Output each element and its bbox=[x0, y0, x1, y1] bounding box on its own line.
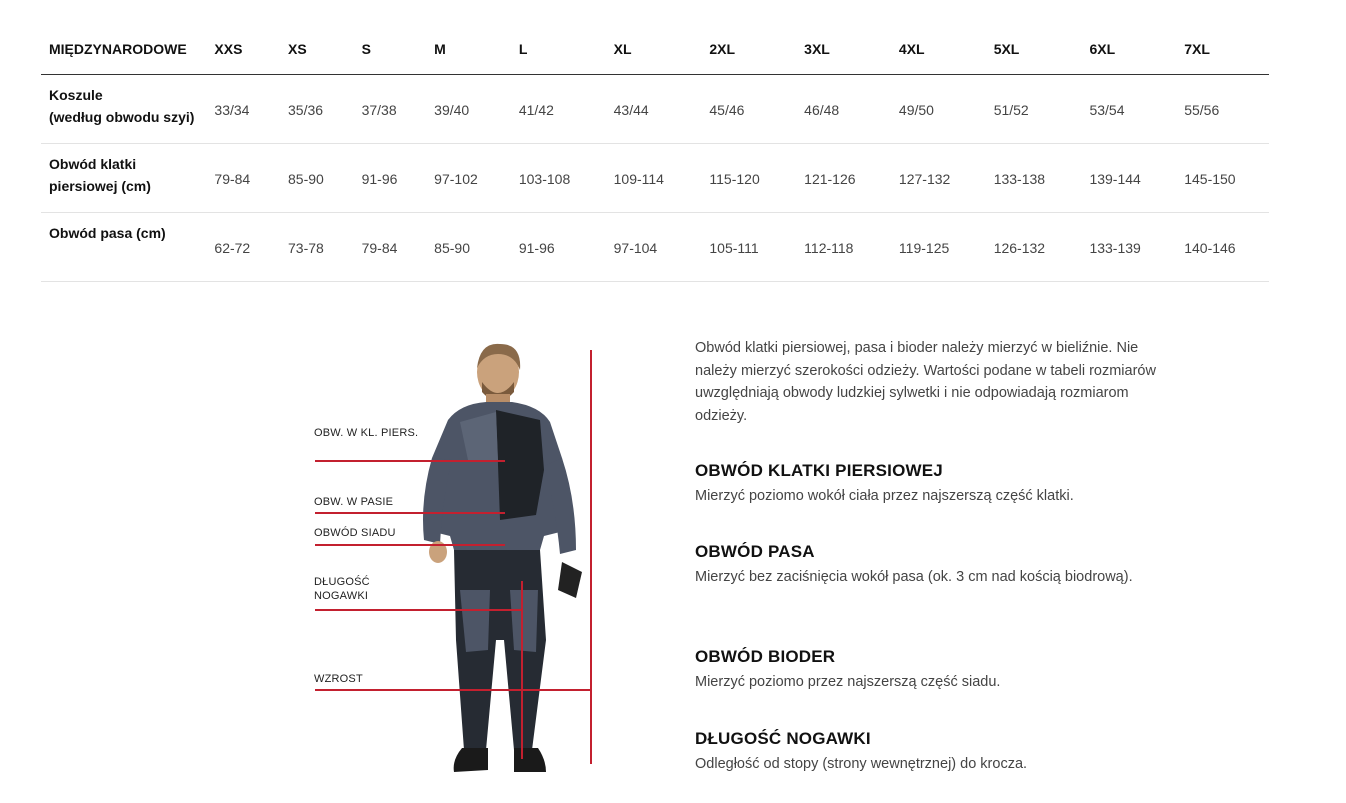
leg-length-label bbox=[314, 575, 370, 603]
waist-measure-line bbox=[315, 512, 505, 514]
section-chest bbox=[695, 461, 1165, 508]
row-label-line: Obwód pasa (cm) bbox=[49, 225, 166, 241]
table-cell: 97-104 bbox=[614, 213, 710, 282]
table-cell: 91-96 bbox=[519, 213, 614, 282]
table-cell: 97-102 bbox=[434, 144, 519, 213]
header-size: 3XL bbox=[804, 24, 899, 75]
table-cell: 145-150 bbox=[1184, 144, 1269, 213]
measurement-figure bbox=[300, 340, 610, 790]
leg-length-line bbox=[315, 609, 522, 611]
size-chart-table bbox=[41, 24, 1269, 282]
section-hips bbox=[695, 647, 1165, 694]
leg-length-label-line: DŁUGOŚĆ bbox=[314, 576, 370, 588]
row-label-line: (według obwodu szyi) bbox=[49, 109, 195, 125]
table-cell: 46/48 bbox=[804, 75, 899, 144]
table-cell: 53/54 bbox=[1089, 75, 1184, 144]
table-cell: 55/56 bbox=[1184, 75, 1269, 144]
height-vertical-line bbox=[590, 350, 592, 764]
table-cell: 119-125 bbox=[899, 213, 994, 282]
leg-length-label-line: NOGAWKI bbox=[314, 590, 369, 602]
table-header-row bbox=[41, 24, 1269, 75]
section-text: Mierzyć bez zaciśnięcia wokół pasa (ok. 3 cm nad kością biodrową). bbox=[695, 569, 1133, 585]
section-text: Odległość od stopy (strony wewnętrznej) do krocza. bbox=[695, 756, 1028, 772]
row-label-line: Obwód klatki bbox=[49, 156, 137, 172]
table-cell: 35/36 bbox=[288, 75, 362, 144]
section-text: Mierzyć poziomo przez najszerszą część siadu. bbox=[695, 674, 1001, 690]
table-cell: 109-114 bbox=[614, 144, 710, 213]
table-cell: 133-138 bbox=[994, 144, 1090, 213]
table-cell: 85-90 bbox=[288, 144, 362, 213]
table-cell: 127-132 bbox=[899, 144, 994, 213]
chest-measure-line bbox=[315, 460, 505, 462]
table-cell: 105-111 bbox=[709, 213, 804, 282]
chest-label: OBW. W KL. PIERS. bbox=[314, 427, 419, 439]
table-cell: 39/40 bbox=[434, 75, 519, 144]
model-photo bbox=[300, 340, 610, 790]
table-cell: 133-139 bbox=[1089, 213, 1184, 282]
table-cell: 85-90 bbox=[434, 213, 519, 282]
header-size: M bbox=[434, 24, 519, 75]
header-size: XS bbox=[288, 24, 362, 75]
section-title: OBWÓD PASA bbox=[695, 542, 815, 561]
table-cell: 37/38 bbox=[362, 75, 435, 144]
header-size: 4XL bbox=[899, 24, 994, 75]
table-row bbox=[41, 75, 1269, 144]
table-cell: 121-126 bbox=[804, 144, 899, 213]
table-cell: 62-72 bbox=[214, 213, 288, 282]
leg-length-vertical-line bbox=[521, 581, 523, 759]
header-size: 7XL bbox=[1184, 24, 1269, 75]
header-size: 2XL bbox=[709, 24, 804, 75]
table-cell: 33/34 bbox=[214, 75, 288, 144]
row-label-line: piersiowej (cm) bbox=[49, 178, 151, 194]
table-cell: 41/42 bbox=[519, 75, 614, 144]
row-label bbox=[41, 75, 214, 144]
header-size: XXS bbox=[214, 24, 288, 75]
section-title: OBWÓD KLATKI PIERSIOWEJ bbox=[695, 461, 943, 480]
table-cell: 103-108 bbox=[519, 144, 614, 213]
section-title: OBWÓD BIODER bbox=[695, 647, 836, 666]
table-cell: 43/44 bbox=[614, 75, 710, 144]
section-title: DŁUGOŚĆ NOGAWKI bbox=[695, 729, 871, 748]
table-cell: 45/46 bbox=[709, 75, 804, 144]
hips-measure-line bbox=[315, 544, 505, 546]
waist-label: OBW. W PASIE bbox=[314, 496, 394, 508]
header-size: S bbox=[362, 24, 435, 75]
table-cell: 79-84 bbox=[362, 213, 435, 282]
row-label bbox=[41, 144, 214, 213]
table-cell: 73-78 bbox=[288, 213, 362, 282]
intro-text: Obwód klatki piersiowej, pasa i bioder należy mierzyć w bieliźnie. Nie należy mierzyć szerokości odzieży. Wartości podane w tabeli rozmiarów uwzględniają obwody ludzkiej sylwetki i nie odpowiadają rozmiarom odzieży. bbox=[695, 340, 1156, 424]
section-waist bbox=[695, 542, 1165, 589]
table-cell: 49/50 bbox=[899, 75, 994, 144]
table-cell: 115-120 bbox=[709, 144, 804, 213]
measurement-instructions bbox=[695, 337, 1165, 772]
table-cell: 91-96 bbox=[362, 144, 435, 213]
table-row bbox=[41, 144, 1269, 213]
header-size: 5XL bbox=[994, 24, 1090, 75]
height-measure-line bbox=[315, 689, 592, 691]
table-cell: 140-146 bbox=[1184, 213, 1269, 282]
section-text: Mierzyć poziomo wokół ciała przez najszerszą część klatki. bbox=[695, 488, 1074, 504]
header-size: L bbox=[519, 24, 614, 75]
section-leg-length bbox=[695, 729, 1165, 776]
table-row bbox=[41, 213, 1269, 282]
row-label bbox=[41, 213, 214, 282]
header-international: MIĘDZYNARODOWE bbox=[41, 24, 214, 75]
height-label: WZROST bbox=[314, 673, 363, 685]
header-size: XL bbox=[614, 24, 710, 75]
table-cell: 79-84 bbox=[214, 144, 288, 213]
table-cell: 112-118 bbox=[804, 213, 899, 282]
hips-label: OBWÓD SIADU bbox=[314, 527, 396, 539]
row-label-line: Koszule bbox=[49, 87, 103, 103]
table-cell: 139-144 bbox=[1089, 144, 1184, 213]
table-cell: 51/52 bbox=[994, 75, 1090, 144]
table-cell: 126-132 bbox=[994, 213, 1090, 282]
header-size: 6XL bbox=[1089, 24, 1184, 75]
